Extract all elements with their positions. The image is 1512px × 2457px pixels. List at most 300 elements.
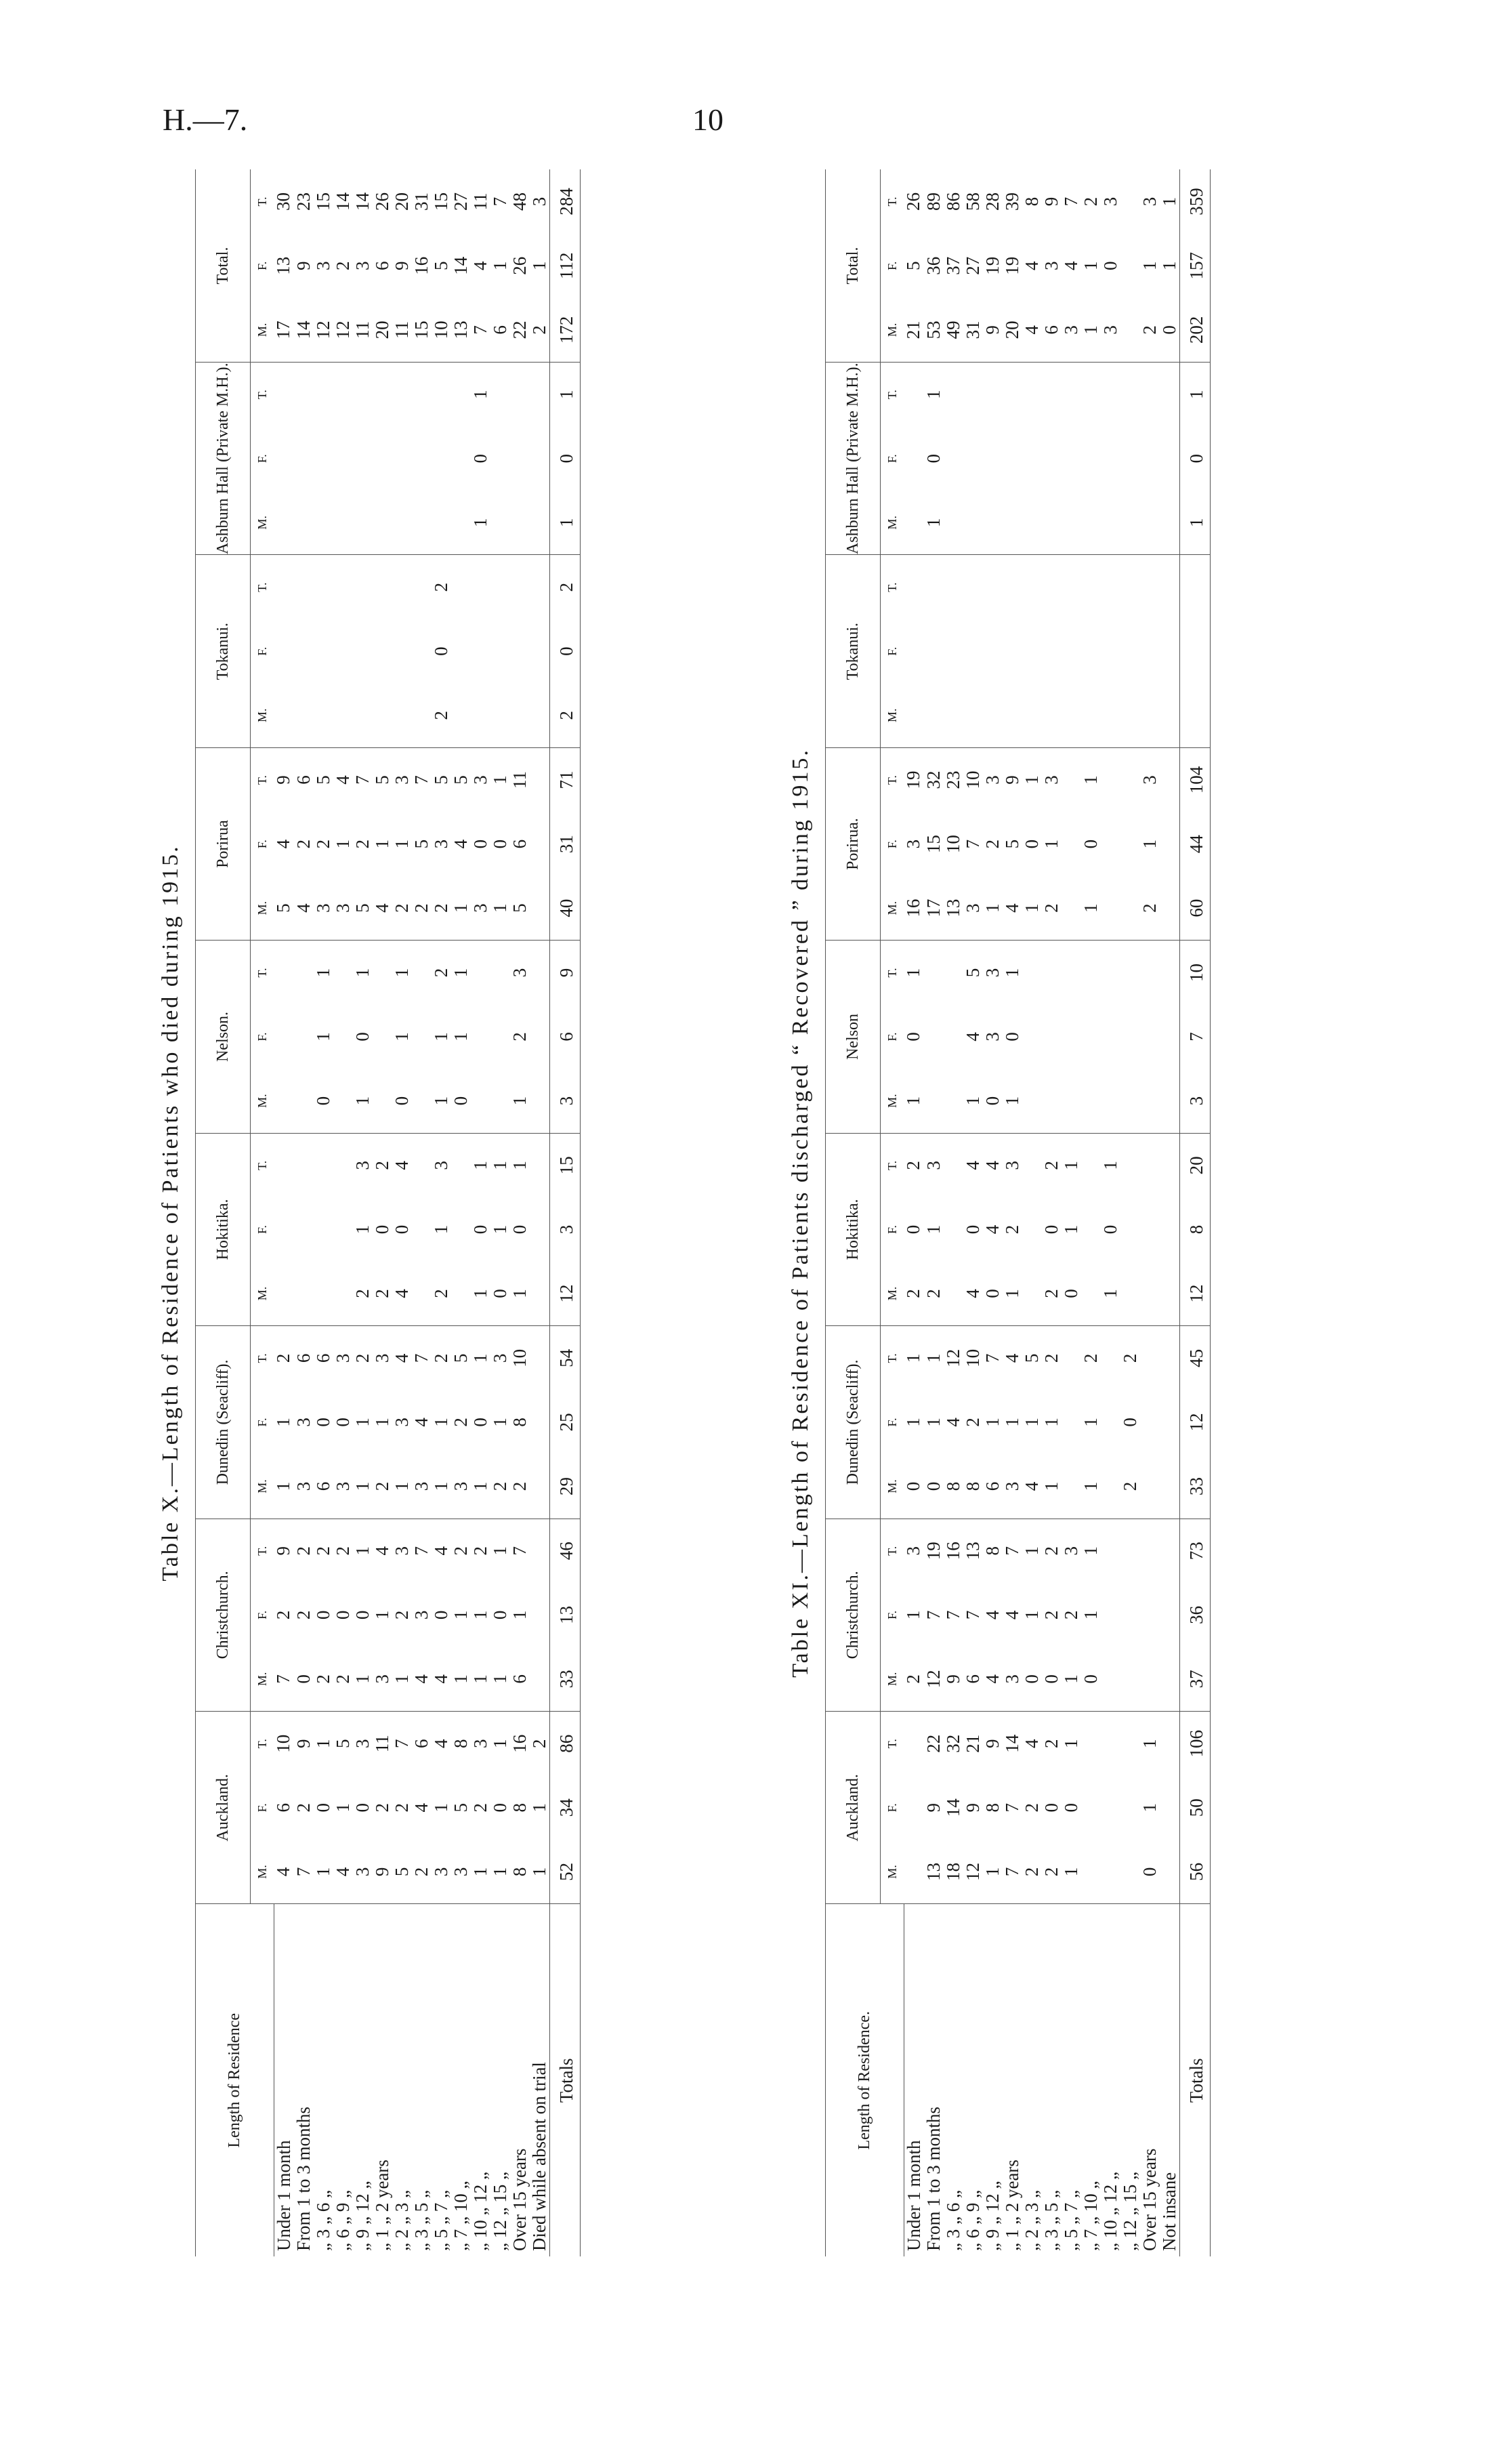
row-value: 2 <box>373 1454 392 1519</box>
row-value <box>412 555 432 619</box>
total-value: 10 <box>1179 941 1210 1005</box>
row-value: 2 <box>312 1546 333 1556</box>
row-value: 3 <box>903 1546 924 1556</box>
row-value <box>963 555 983 619</box>
total-value: 359 <box>1179 169 1210 234</box>
row-value: 15 <box>430 192 451 211</box>
row-value: 4 <box>333 1840 353 1904</box>
row-value <box>1022 684 1042 748</box>
table-row <box>294 169 314 2256</box>
row-value: 13 <box>962 1542 983 1561</box>
row-value: 3 <box>371 1353 392 1363</box>
row-value: 3 <box>314 876 333 941</box>
row-value: 10 <box>273 1734 294 1753</box>
row-value: 2 <box>391 1803 412 1813</box>
row-value <box>1140 1326 1160 1390</box>
row-value <box>1081 619 1101 684</box>
row-value <box>1062 1326 1081 1390</box>
row-value: 3 <box>1003 1647 1022 1712</box>
row-value: 2 <box>353 1262 373 1326</box>
row-value: 8 <box>982 1546 1003 1556</box>
total-value <box>1179 619 1210 684</box>
table-row <box>432 169 451 2256</box>
row-value: 4 <box>392 1262 412 1326</box>
row-value <box>274 555 294 619</box>
row-value: 1 <box>332 839 353 849</box>
row-value <box>1160 1712 1180 1776</box>
row-value: 3 <box>391 1546 412 1556</box>
row-label: Not insane <box>1158 2172 1179 2251</box>
row-value: 7 <box>391 1739 412 1748</box>
row-value: 2 <box>371 1803 392 1813</box>
row-value: 4 <box>432 1647 451 1712</box>
row-value: 2 <box>273 1610 294 1620</box>
row-value: 3 <box>312 261 333 271</box>
row-value <box>1022 363 1042 427</box>
row-value: 1 <box>1158 197 1179 207</box>
row-value: 10 <box>942 835 963 854</box>
row-value: 1 <box>312 1739 333 1748</box>
row-label: „ 1 „ 2 years <box>1001 2160 1022 2251</box>
row-value <box>1120 491 1140 555</box>
total-value: 37 <box>1179 1647 1210 1712</box>
row-value: 31 <box>963 298 983 363</box>
row-value: 1 <box>1080 261 1101 271</box>
row-value: 3 <box>982 968 1003 978</box>
row-value <box>412 491 432 555</box>
sex-column-header: T. <box>885 1160 899 1170</box>
row-value: 2 <box>528 1739 549 1748</box>
row-value <box>1003 684 1022 748</box>
row-value <box>1101 684 1120 748</box>
row-value: 2 <box>1022 1840 1042 1904</box>
row-value <box>274 1069 294 1133</box>
row-value <box>530 1262 550 1326</box>
row-value: 2 <box>392 876 412 941</box>
row-value: 1 <box>471 1647 490 1712</box>
row-value <box>1081 1840 1101 1904</box>
row-value: 4 <box>273 839 294 849</box>
length-of-residence-header: Length of Residence <box>196 1904 274 2256</box>
row-value: 14 <box>942 1798 963 1817</box>
sex-column-header: M. <box>881 1840 904 1904</box>
row-value <box>451 619 471 684</box>
row-value: 2 <box>293 1546 314 1556</box>
row-value: 1 <box>510 1069 530 1133</box>
sex-column-header: F. <box>885 454 899 463</box>
totals-label: Totals <box>549 1904 580 2256</box>
table-x-caption: Table X.—Length of Residence of Patients who died during 1915. <box>158 844 183 1582</box>
row-value: 7 <box>471 298 490 363</box>
row-value: 16 <box>942 1542 963 1561</box>
row-value: 0 <box>1081 1647 1101 1712</box>
row-label: „ 3 „ 5 „ <box>1041 2190 1062 2251</box>
sex-column-header: F. <box>255 454 269 463</box>
row-value <box>1062 1390 1081 1455</box>
row-value <box>1101 1840 1120 1904</box>
row-value: 4 <box>1021 1739 1042 1748</box>
row-value: 2 <box>450 1546 471 1556</box>
row-value <box>1101 1775 1120 1840</box>
total-value: 104 <box>1179 747 1210 812</box>
row-value <box>333 941 353 1005</box>
row-value: 6 <box>1042 298 1062 363</box>
total-value: 1 <box>1179 491 1210 555</box>
sex-column-header: F. <box>255 646 269 656</box>
table-row <box>1081 169 1101 2256</box>
row-label: „ 1 „ 2 years <box>371 2160 392 2251</box>
sex-column-header: F. <box>255 840 269 849</box>
sex-column-header: M. <box>881 1647 904 1712</box>
row-value <box>373 426 392 491</box>
row-label: „ 10 „ 12 „ <box>1099 2172 1120 2251</box>
row-value <box>1140 1519 1160 1583</box>
row-value <box>1062 555 1081 619</box>
row-value: 15 <box>412 298 432 363</box>
row-value <box>1160 747 1180 812</box>
row-value: 7 <box>352 775 373 785</box>
row-value <box>1062 876 1081 941</box>
row-value: 0 <box>903 1224 924 1235</box>
total-value: 172 <box>549 298 580 363</box>
total-value: 13 <box>549 1583 580 1647</box>
row-value: 5 <box>430 261 451 271</box>
row-value <box>1081 684 1101 748</box>
totals-row <box>549 169 580 2256</box>
total-value: 3 <box>1179 1069 1210 1133</box>
row-value <box>490 1069 510 1133</box>
row-label: Died while absent on trial <box>528 2062 549 2251</box>
total-value: 0 <box>549 426 580 491</box>
row-value <box>1140 1197 1160 1262</box>
row-value: 1 <box>1101 1262 1120 1326</box>
row-value <box>944 1197 963 1262</box>
row-value <box>471 555 490 619</box>
row-value: 1 <box>352 1546 373 1556</box>
row-value <box>1120 1840 1140 1904</box>
row-value <box>924 555 944 619</box>
row-value: 5 <box>353 876 373 941</box>
row-value: 3 <box>1003 1454 1022 1519</box>
row-value <box>1120 1069 1140 1133</box>
row-value <box>333 363 353 427</box>
row-value: 4 <box>1021 261 1042 271</box>
row-value: 9 <box>273 1546 294 1556</box>
row-value: 1 <box>432 1069 451 1133</box>
row-value <box>412 1197 432 1262</box>
total-value: 50 <box>1179 1775 1210 1840</box>
row-value: 1 <box>903 1353 924 1363</box>
sex-column-header: T. <box>255 968 269 978</box>
row-value <box>1022 1005 1042 1069</box>
row-value: 8 <box>1021 197 1042 207</box>
row-value: 2 <box>352 839 373 849</box>
row-value: 2 <box>293 839 314 849</box>
row-value <box>1101 1326 1120 1390</box>
row-value: 3 <box>1139 775 1160 785</box>
row-value: 1 <box>471 491 490 555</box>
total-value: 20 <box>1179 1133 1210 1197</box>
row-value <box>1160 1133 1180 1197</box>
row-value <box>1062 1454 1081 1519</box>
row-value: 2 <box>450 1418 471 1427</box>
row-value: 4 <box>983 1647 1003 1712</box>
row-value: 1 <box>489 775 510 785</box>
sex-column-header: F. <box>885 1610 899 1619</box>
row-value: 3 <box>509 968 530 978</box>
row-value <box>353 363 373 427</box>
row-value <box>1042 619 1062 684</box>
row-value <box>904 491 924 555</box>
row-value: 4 <box>411 1803 432 1813</box>
sex-column-header: T. <box>885 197 899 207</box>
institution-header: Total. <box>826 169 881 363</box>
sex-column-header: M. <box>251 1069 274 1133</box>
row-value: 2 <box>412 1840 432 1904</box>
sex-column-header: T. <box>885 390 899 400</box>
row-value: 0 <box>314 1069 333 1133</box>
row-value: 7 <box>942 1610 963 1620</box>
table-row <box>963 169 983 2256</box>
row-value: 2 <box>1042 1840 1062 1904</box>
page-section-code: H.—7. <box>163 102 248 137</box>
row-value <box>944 426 963 491</box>
row-value: 18 <box>944 1840 963 1904</box>
row-value: 0 <box>1160 298 1180 363</box>
total-value: 202 <box>1179 298 1210 363</box>
row-value: 0 <box>451 1069 471 1133</box>
row-value: 0 <box>332 1418 353 1427</box>
row-value: 9 <box>391 261 412 271</box>
row-value: 1 <box>392 1647 412 1712</box>
sex-column-header: F. <box>885 1032 899 1041</box>
row-value: 1 <box>490 1647 510 1712</box>
row-value: 27 <box>962 256 983 275</box>
sex-column-header: M. <box>881 491 904 555</box>
row-value: 1 <box>982 1418 1003 1427</box>
row-value: 3 <box>411 1610 432 1620</box>
row-value: 0 <box>1080 839 1101 849</box>
row-value: 6 <box>293 1353 314 1363</box>
row-value: 3 <box>528 197 549 207</box>
row-label: „ 9 „ 12 „ <box>982 2181 1003 2251</box>
row-value: 5 <box>450 1803 471 1813</box>
row-value: 1 <box>353 1454 373 1519</box>
row-value <box>373 619 392 684</box>
row-value: 19 <box>982 256 1003 275</box>
row-value <box>412 941 432 1005</box>
row-value <box>944 1133 963 1197</box>
row-value: 10 <box>962 770 983 789</box>
sex-column-header: T. <box>255 1546 269 1556</box>
row-value <box>1140 555 1160 619</box>
row-value: 1 <box>528 261 549 271</box>
row-value <box>904 619 924 684</box>
row-value: 0 <box>489 1610 510 1620</box>
row-value <box>333 426 353 491</box>
row-value <box>944 941 963 1005</box>
row-value: 2 <box>332 1546 353 1556</box>
row-value <box>392 491 412 555</box>
row-value <box>294 426 314 491</box>
row-value <box>451 684 471 748</box>
row-label: „ 6 „ 9 „ <box>332 2190 353 2251</box>
row-value <box>1101 1712 1120 1776</box>
row-value <box>904 1712 924 1776</box>
row-value <box>904 426 924 491</box>
row-value <box>1160 1775 1180 1840</box>
row-label: „ 2 „ 3 „ <box>391 2190 412 2251</box>
row-value: 1 <box>450 1032 471 1041</box>
row-value: 6 <box>312 1353 333 1363</box>
row-value: 1 <box>1060 1161 1081 1170</box>
row-value <box>1160 684 1180 748</box>
row-value <box>530 555 550 619</box>
row-value <box>1160 812 1180 876</box>
row-value: 6 <box>411 1739 432 1748</box>
row-value <box>1101 426 1120 491</box>
row-value: 2 <box>1119 1353 1140 1363</box>
sex-column-header: M. <box>881 876 904 941</box>
row-value <box>1160 1197 1180 1262</box>
row-label: „ 7 „ 10 „ <box>1080 2181 1101 2251</box>
row-value: 1 <box>471 1262 490 1326</box>
row-value: 0 <box>509 1224 530 1235</box>
row-value: 2 <box>510 1454 530 1519</box>
row-value: 1 <box>489 1739 510 1748</box>
row-value <box>1140 619 1160 684</box>
row-value: 0 <box>1140 1840 1160 1904</box>
table-row <box>530 169 550 2256</box>
row-value: 9 <box>982 1739 1003 1748</box>
row-value <box>274 426 294 491</box>
row-value <box>510 555 530 619</box>
total-value: 86 <box>549 1712 580 1776</box>
row-value: 1 <box>530 1840 550 1904</box>
row-value <box>1160 1005 1180 1069</box>
row-value: 2 <box>432 876 451 941</box>
total-value: 284 <box>549 169 580 234</box>
table-row <box>451 169 471 2256</box>
row-value: 1 <box>490 876 510 941</box>
total-value: 25 <box>549 1390 580 1455</box>
total-value: 106 <box>1179 1712 1210 1776</box>
row-value: 6 <box>963 1647 983 1712</box>
row-value <box>1160 1647 1180 1712</box>
total-value: 6 <box>549 1005 580 1069</box>
table-xi <box>825 169 1211 2256</box>
row-value: 20 <box>391 192 412 211</box>
row-value: 1 <box>1021 1610 1042 1620</box>
row-value: 1 <box>1041 1418 1062 1427</box>
sex-column-header: M. <box>251 1647 274 1712</box>
row-value: 14 <box>352 192 373 211</box>
row-value: 13 <box>451 298 471 363</box>
row-value <box>294 684 314 748</box>
row-label: „ 10 „ 12 „ <box>469 2172 490 2251</box>
row-value: 1 <box>1062 1647 1081 1712</box>
row-value <box>530 876 550 941</box>
row-value <box>1003 619 1022 684</box>
institution-header: Christchurch. <box>196 1519 251 1711</box>
row-value: 31 <box>411 192 432 211</box>
row-value: 1 <box>903 1418 924 1427</box>
row-value <box>510 491 530 555</box>
row-value: 11 <box>392 298 412 363</box>
row-value: 1 <box>1081 1454 1101 1519</box>
row-value <box>1160 876 1180 941</box>
total-value: 54 <box>549 1326 580 1390</box>
row-value: 3 <box>294 1454 314 1519</box>
row-value <box>274 363 294 427</box>
row-value: 26 <box>903 192 924 211</box>
row-value: 5 <box>411 839 432 849</box>
total-value: 40 <box>549 876 580 941</box>
row-value: 1 <box>371 839 392 849</box>
row-value: 2 <box>1041 1161 1062 1170</box>
row-value: 1 <box>1001 968 1022 978</box>
row-value <box>1003 426 1022 491</box>
row-value: 1 <box>1080 775 1101 785</box>
total-value: 36 <box>1179 1583 1210 1647</box>
row-value: 3 <box>430 839 451 849</box>
row-value: 14 <box>1001 1734 1022 1753</box>
row-value <box>983 426 1003 491</box>
sex-column-header: T. <box>255 1160 269 1170</box>
table-xi-caption: Table XI.—Length of Residence of Patients discharged “ Recovered ” during 1915. <box>788 748 813 1678</box>
sex-column-header: M. <box>251 684 274 748</box>
row-value <box>530 1005 550 1069</box>
row-value: 7 <box>411 1546 432 1556</box>
row-value <box>1081 1005 1101 1069</box>
total-value <box>1179 684 1210 748</box>
sex-column-header: M. <box>251 1262 274 1326</box>
row-value <box>983 363 1003 427</box>
row-value <box>392 684 412 748</box>
row-value: 11 <box>371 1735 392 1753</box>
row-value: 10 <box>962 1348 983 1367</box>
row-value: 2 <box>1140 298 1160 363</box>
row-value: 4 <box>391 1161 412 1170</box>
row-value: 4 <box>962 1161 983 1170</box>
institution-header: Dunedin (Seacliff). <box>196 1326 251 1519</box>
row-label: Over 15 years <box>1139 2148 1160 2251</box>
group-header-row <box>826 169 881 2256</box>
row-value <box>490 684 510 748</box>
row-value: 7 <box>1003 1840 1022 1904</box>
row-value <box>530 1069 550 1133</box>
row-value: 3 <box>1041 261 1062 271</box>
sex-column-header: F. <box>885 840 899 849</box>
row-value: 5 <box>450 775 471 785</box>
row-value <box>983 619 1003 684</box>
row-value <box>924 619 944 684</box>
row-value: 3 <box>430 1161 451 1170</box>
row-value <box>1160 1390 1180 1455</box>
row-value <box>1081 941 1101 1005</box>
row-value: 10 <box>509 1348 530 1367</box>
row-value <box>412 1005 432 1069</box>
total-value: 12 <box>1179 1390 1210 1455</box>
row-value <box>530 363 550 427</box>
table-row <box>392 169 412 2256</box>
sex-column-header: M. <box>881 1069 904 1133</box>
row-value <box>314 1262 333 1326</box>
row-value <box>904 1775 924 1840</box>
row-value: 4 <box>371 1546 392 1556</box>
row-value: 0 <box>489 839 510 849</box>
table-row <box>1062 169 1081 2256</box>
